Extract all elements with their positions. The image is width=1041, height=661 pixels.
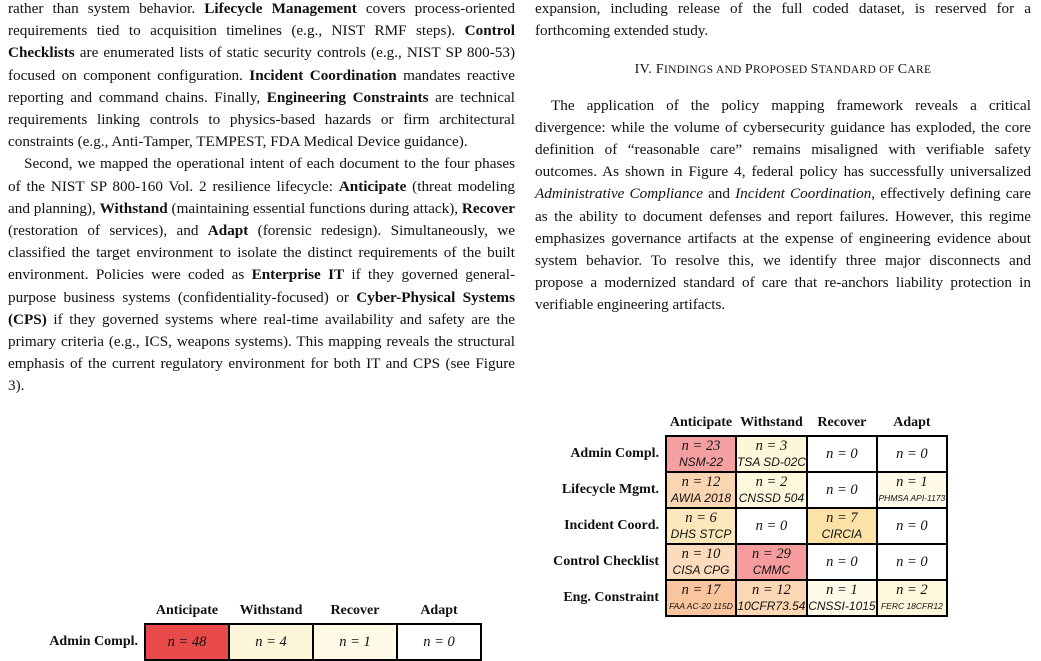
- source-label: CNSSI-1015: [808, 599, 876, 613]
- text-run: (forensic redesign). Simultaneously, we classified the target environment to isolate the distinct requirements of the built environment. Policies were coded as: [8, 222, 516, 284]
- heatmap-cell: [666, 508, 736, 544]
- small-caps: TANDARD OF: [818, 64, 898, 77]
- count-value: n = 0: [896, 446, 928, 462]
- text-run: are enumerated lists of static security controls (e.g., NIST SP 800-53) focused on component configuration.: [8, 44, 515, 84]
- heatmap-row: [540, 508, 947, 544]
- text-run: The application of the policy mapping framework reveals a critical divergence: while the volume of cybersecurity guidance has exploded, the core definition of “reasonable care” remains misaligned with verifiable safety outcomes. As shown in Figure 4, federal policy has successfully universalized: [535, 96, 1031, 181]
- heatmap-cell: [736, 580, 807, 616]
- count-value: n = 10: [681, 546, 721, 562]
- row-header: Lifecycle Mgmt.: [561, 482, 659, 497]
- source-label: FAA AC-20 115D: [669, 601, 733, 611]
- row-header: Eng. Constraint: [563, 590, 659, 605]
- source-label: AWIA 2018: [670, 491, 732, 505]
- heatmap-row: [540, 436, 947, 472]
- heatmap-row: [540, 472, 947, 508]
- source-label: CMMC: [752, 563, 791, 577]
- count-value: n = 7: [826, 510, 858, 526]
- heatmap-cell: [736, 436, 807, 472]
- count-value: n = 0: [755, 518, 788, 534]
- bold-term: Lifecycle Management: [204, 0, 357, 17]
- bold-term: Withstand: [99, 199, 168, 217]
- heatmap-cell: [666, 436, 736, 472]
- column-header: Recover: [330, 603, 380, 618]
- bold-term: Control Checklists: [8, 22, 515, 62]
- text-run: and: [702, 185, 736, 203]
- right-paragraph-0: [535, 0, 1031, 42]
- left-paragraph-1: [8, 0, 515, 153]
- count-value: n = 4: [255, 634, 287, 650]
- figure-4-heatmap: [540, 415, 948, 617]
- count-value: n = 2: [755, 474, 788, 490]
- left-paragraph-2: [8, 153, 515, 397]
- row-header: Admin Compl.: [570, 446, 659, 461]
- right-column: [535, 0, 1031, 317]
- count-value: n = 1: [826, 582, 858, 598]
- heatmap-cell: [666, 580, 736, 616]
- source-label: CIRCIA: [821, 527, 863, 541]
- row-header: Admin Compl.: [49, 634, 138, 649]
- heatmap-cell: [736, 544, 807, 580]
- heatmap-row: [540, 544, 947, 580]
- row-header: Incident Coord.: [564, 518, 659, 533]
- source-label: FERC 18CFR12: [880, 601, 943, 611]
- count-value: n = 23: [681, 438, 721, 454]
- bold-term: Enterprise IT: [251, 266, 345, 284]
- heatmap-cell: [807, 580, 877, 616]
- left-column: [8, 0, 515, 398]
- text-run: S: [810, 62, 819, 78]
- count-value: n = 6: [685, 510, 717, 526]
- bold-term: Engineering Constraints: [266, 88, 429, 106]
- text-run: rather than system behavior.: [8, 0, 205, 17]
- text-run: if they governed systems where real-time availability and safety are the primary criteria (e.g., ICS, weapons systems). This mapping reveals the structural emphasis of the current regulatory environment for both IT and CPS (see Figure 3).: [8, 310, 515, 395]
- count-value: n = 0: [826, 446, 858, 462]
- column-header: Adapt: [420, 603, 458, 618]
- text-run: expansion, including release of the full coded dataset, is reserved for a forthcoming extended study.: [535, 0, 1031, 40]
- text-run: covers process-oriented requirements tied to acquisition timelines (e.g., NIST RMF steps).: [8, 0, 515, 40]
- section-number: IV.: [634, 62, 656, 78]
- bold-term: Anticipate: [338, 177, 407, 195]
- text-run: , effectively defining care as the ability to document defenses and report failures. However, this regime emphasizes governance artifacts at the expense of engineering evidence about system behavior. To resolve this, we identify three major disconnects and propose a modernized standard of care that re-anchors liability protection in verifiable engineering artifacts.: [535, 185, 1031, 314]
- text-run: are technical requirements linking controls to physics-based hazards or firm architectural constraints (e.g., Anti-Tamper, TEMPEST, FDA Medical Device guidance).: [8, 88, 515, 151]
- row-header: Control Checklist: [553, 554, 659, 569]
- heatmap-cell: [807, 544, 877, 580]
- count-value: n = 0: [896, 518, 928, 534]
- heatmap-cell: [877, 436, 947, 472]
- source-label: NSM-22: [678, 455, 723, 469]
- count-value: n = 29: [752, 546, 791, 562]
- count-value: n = 0: [826, 482, 858, 498]
- count-value: n = 1: [896, 474, 928, 490]
- heatmap-cell: [736, 472, 807, 508]
- text-run: F: [655, 62, 664, 78]
- text-run: C: [897, 62, 908, 78]
- count-value: n = 12: [752, 582, 791, 598]
- source-label: 10CFR73.54: [737, 599, 806, 613]
- bold-term: Adapt: [207, 222, 249, 240]
- heatmap-cell: [877, 508, 947, 544]
- count-value: n = 0: [826, 554, 858, 570]
- small-caps: ROPOSED: [752, 64, 811, 77]
- section-title: [656, 62, 931, 77]
- column-header: Withstand: [239, 603, 303, 618]
- heatmap-row: [540, 580, 947, 616]
- heatmap-cell: [666, 544, 736, 580]
- count-value: n = 2: [896, 582, 928, 598]
- text-run: (restoration of services), and: [8, 222, 208, 240]
- right-paragraph-1: [535, 95, 1031, 317]
- count-value: n = 17: [681, 582, 721, 598]
- heatmap-cell: [666, 472, 736, 508]
- bold-term: Incident Coordination: [249, 66, 397, 84]
- text-run: Second, we mapped the operational intent of each document to the four phases of the NIST SP 800-160 Vol. 2 resilience lifecycle:: [8, 155, 515, 195]
- heatmap-cell: [807, 508, 877, 544]
- italic-term: Incident Coordination: [735, 185, 872, 203]
- column-header: Withstand: [740, 415, 803, 430]
- count-value: n = 0: [896, 554, 928, 570]
- heatmap-cell: [807, 436, 877, 472]
- text-run: (threat modeling and planning),: [8, 177, 516, 217]
- text-run: (maintaining essential functions during attack),: [167, 199, 462, 217]
- column-header: Anticipate: [669, 415, 733, 430]
- heatmap-cell: [807, 472, 877, 508]
- column-header: Recover: [817, 415, 867, 430]
- source-label: TSA SD-02C: [737, 455, 806, 469]
- source-label: CNSSD 504: [738, 491, 805, 505]
- count-value: n = 0: [423, 634, 455, 650]
- text-run: P: [744, 62, 753, 78]
- source-label: DHS STCP: [670, 527, 732, 541]
- source-label: CISA CPG: [672, 563, 730, 577]
- figure-3-heatmap: [25, 603, 482, 661]
- small-caps: INDINGS AND: [663, 64, 745, 77]
- text-run: mandates reactive reporting and command chains. Finally,: [8, 66, 515, 106]
- column-header: Anticipate: [155, 603, 219, 618]
- heatmap-cell: [736, 508, 807, 544]
- count-value: n = 3: [755, 438, 788, 454]
- italic-term: Administrative Compliance: [535, 185, 703, 203]
- section-heading: [535, 59, 1031, 81]
- count-value: n = 1: [339, 634, 371, 650]
- text-run: if they governed general-purpose business systems (confidentiality-focused) or: [8, 266, 516, 306]
- source-label: PHMSA API-1173: [878, 493, 946, 503]
- heatmap-cell: [877, 472, 947, 508]
- bold-term: Cyber-Physical Systems (CPS): [8, 288, 515, 328]
- heatmap-cell: [877, 580, 947, 616]
- count-value: n = 48: [167, 634, 207, 650]
- bold-term: Recover: [461, 199, 516, 217]
- heatmap-cell: [877, 544, 947, 580]
- count-value: n = 12: [681, 474, 721, 490]
- small-caps: ARE: [907, 64, 932, 77]
- column-header: Adapt: [893, 415, 931, 430]
